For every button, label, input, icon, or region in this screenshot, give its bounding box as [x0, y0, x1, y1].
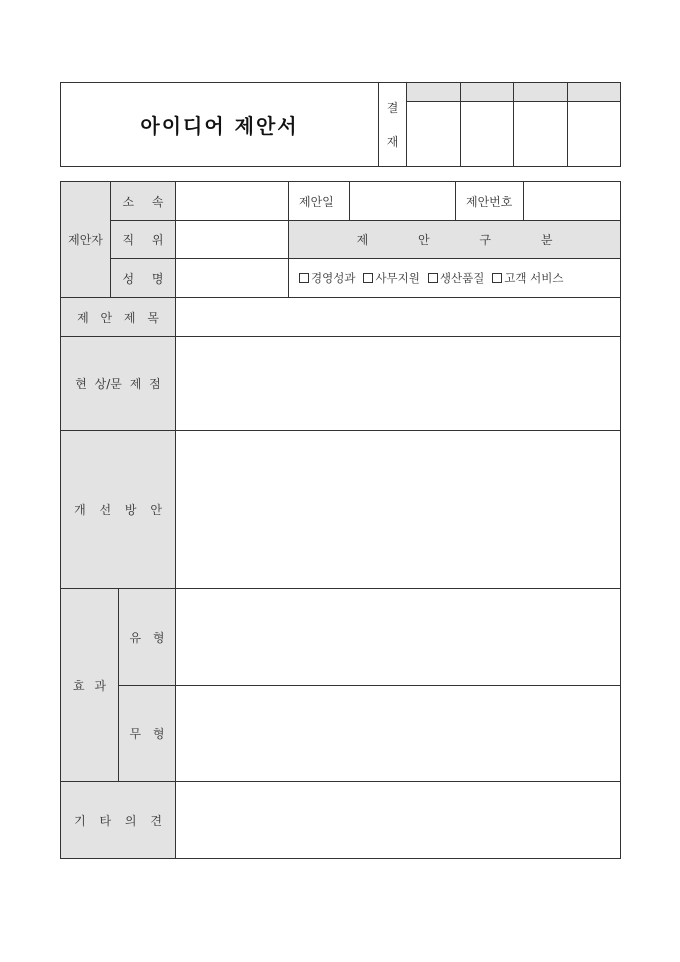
approval-header-4: [567, 82, 621, 102]
checkbox-icon[interactable]: [363, 273, 373, 283]
category-option-1[interactable]: 경영성과: [299, 270, 355, 286]
category-header: 제 안 구 분: [288, 220, 621, 259]
intangible-label: 무 형: [118, 685, 176, 782]
approval-sign-1[interactable]: [406, 101, 461, 167]
tangible-field[interactable]: [175, 588, 621, 686]
approval-sign-4[interactable]: [567, 101, 621, 167]
approval-header-2: [460, 82, 514, 102]
title-cell: [60, 82, 379, 167]
approval-label-top: 결: [386, 100, 399, 115]
subject-field[interactable]: [175, 297, 621, 337]
other-label: 기 타 의 견: [60, 781, 176, 859]
category-option-4[interactable]: 고객 서비스: [492, 270, 563, 286]
other-field[interactable]: [175, 781, 621, 859]
page-title: 아이디어 제안서: [140, 114, 299, 138]
category-option-3[interactable]: 생산품질: [428, 270, 484, 286]
approval-header-3: [513, 82, 568, 102]
position-field[interactable]: [175, 220, 289, 259]
position-label: 직 위: [110, 220, 176, 259]
category-options: [288, 258, 621, 298]
approval-sign-2[interactable]: [460, 101, 514, 167]
problem-field[interactable]: [175, 336, 621, 431]
checkbox-icon[interactable]: [492, 273, 502, 283]
category-option-2[interactable]: 사무지원: [363, 270, 419, 286]
date-field[interactable]: [349, 181, 456, 221]
effect-label: 효 과: [60, 588, 119, 782]
checkbox-icon[interactable]: [299, 273, 309, 283]
affiliation-field[interactable]: [175, 181, 289, 221]
subject-label: 제 안 제 목: [60, 297, 176, 337]
name-label: 성 명: [110, 258, 176, 298]
problem-label: 현 상/문 제 점: [60, 336, 176, 431]
intangible-field[interactable]: [175, 685, 621, 782]
number-field[interactable]: [523, 181, 621, 221]
date-label: 제안일: [288, 181, 350, 221]
approval-label-cell: [378, 82, 407, 167]
improvement-field[interactable]: [175, 430, 621, 589]
proposer-label: 제안자: [60, 181, 111, 298]
approval-sign-3[interactable]: [513, 101, 568, 167]
approval-header-1: [406, 82, 461, 102]
tangible-label: 유 형: [118, 588, 176, 686]
number-label: 제안번호: [455, 181, 524, 221]
approval-label-bottom: 재: [386, 134, 399, 149]
improvement-label: 개 선 방 안: [60, 430, 176, 589]
name-field[interactable]: [175, 258, 289, 298]
checkbox-icon[interactable]: [428, 273, 438, 283]
affiliation-label: 소 속: [110, 181, 176, 221]
